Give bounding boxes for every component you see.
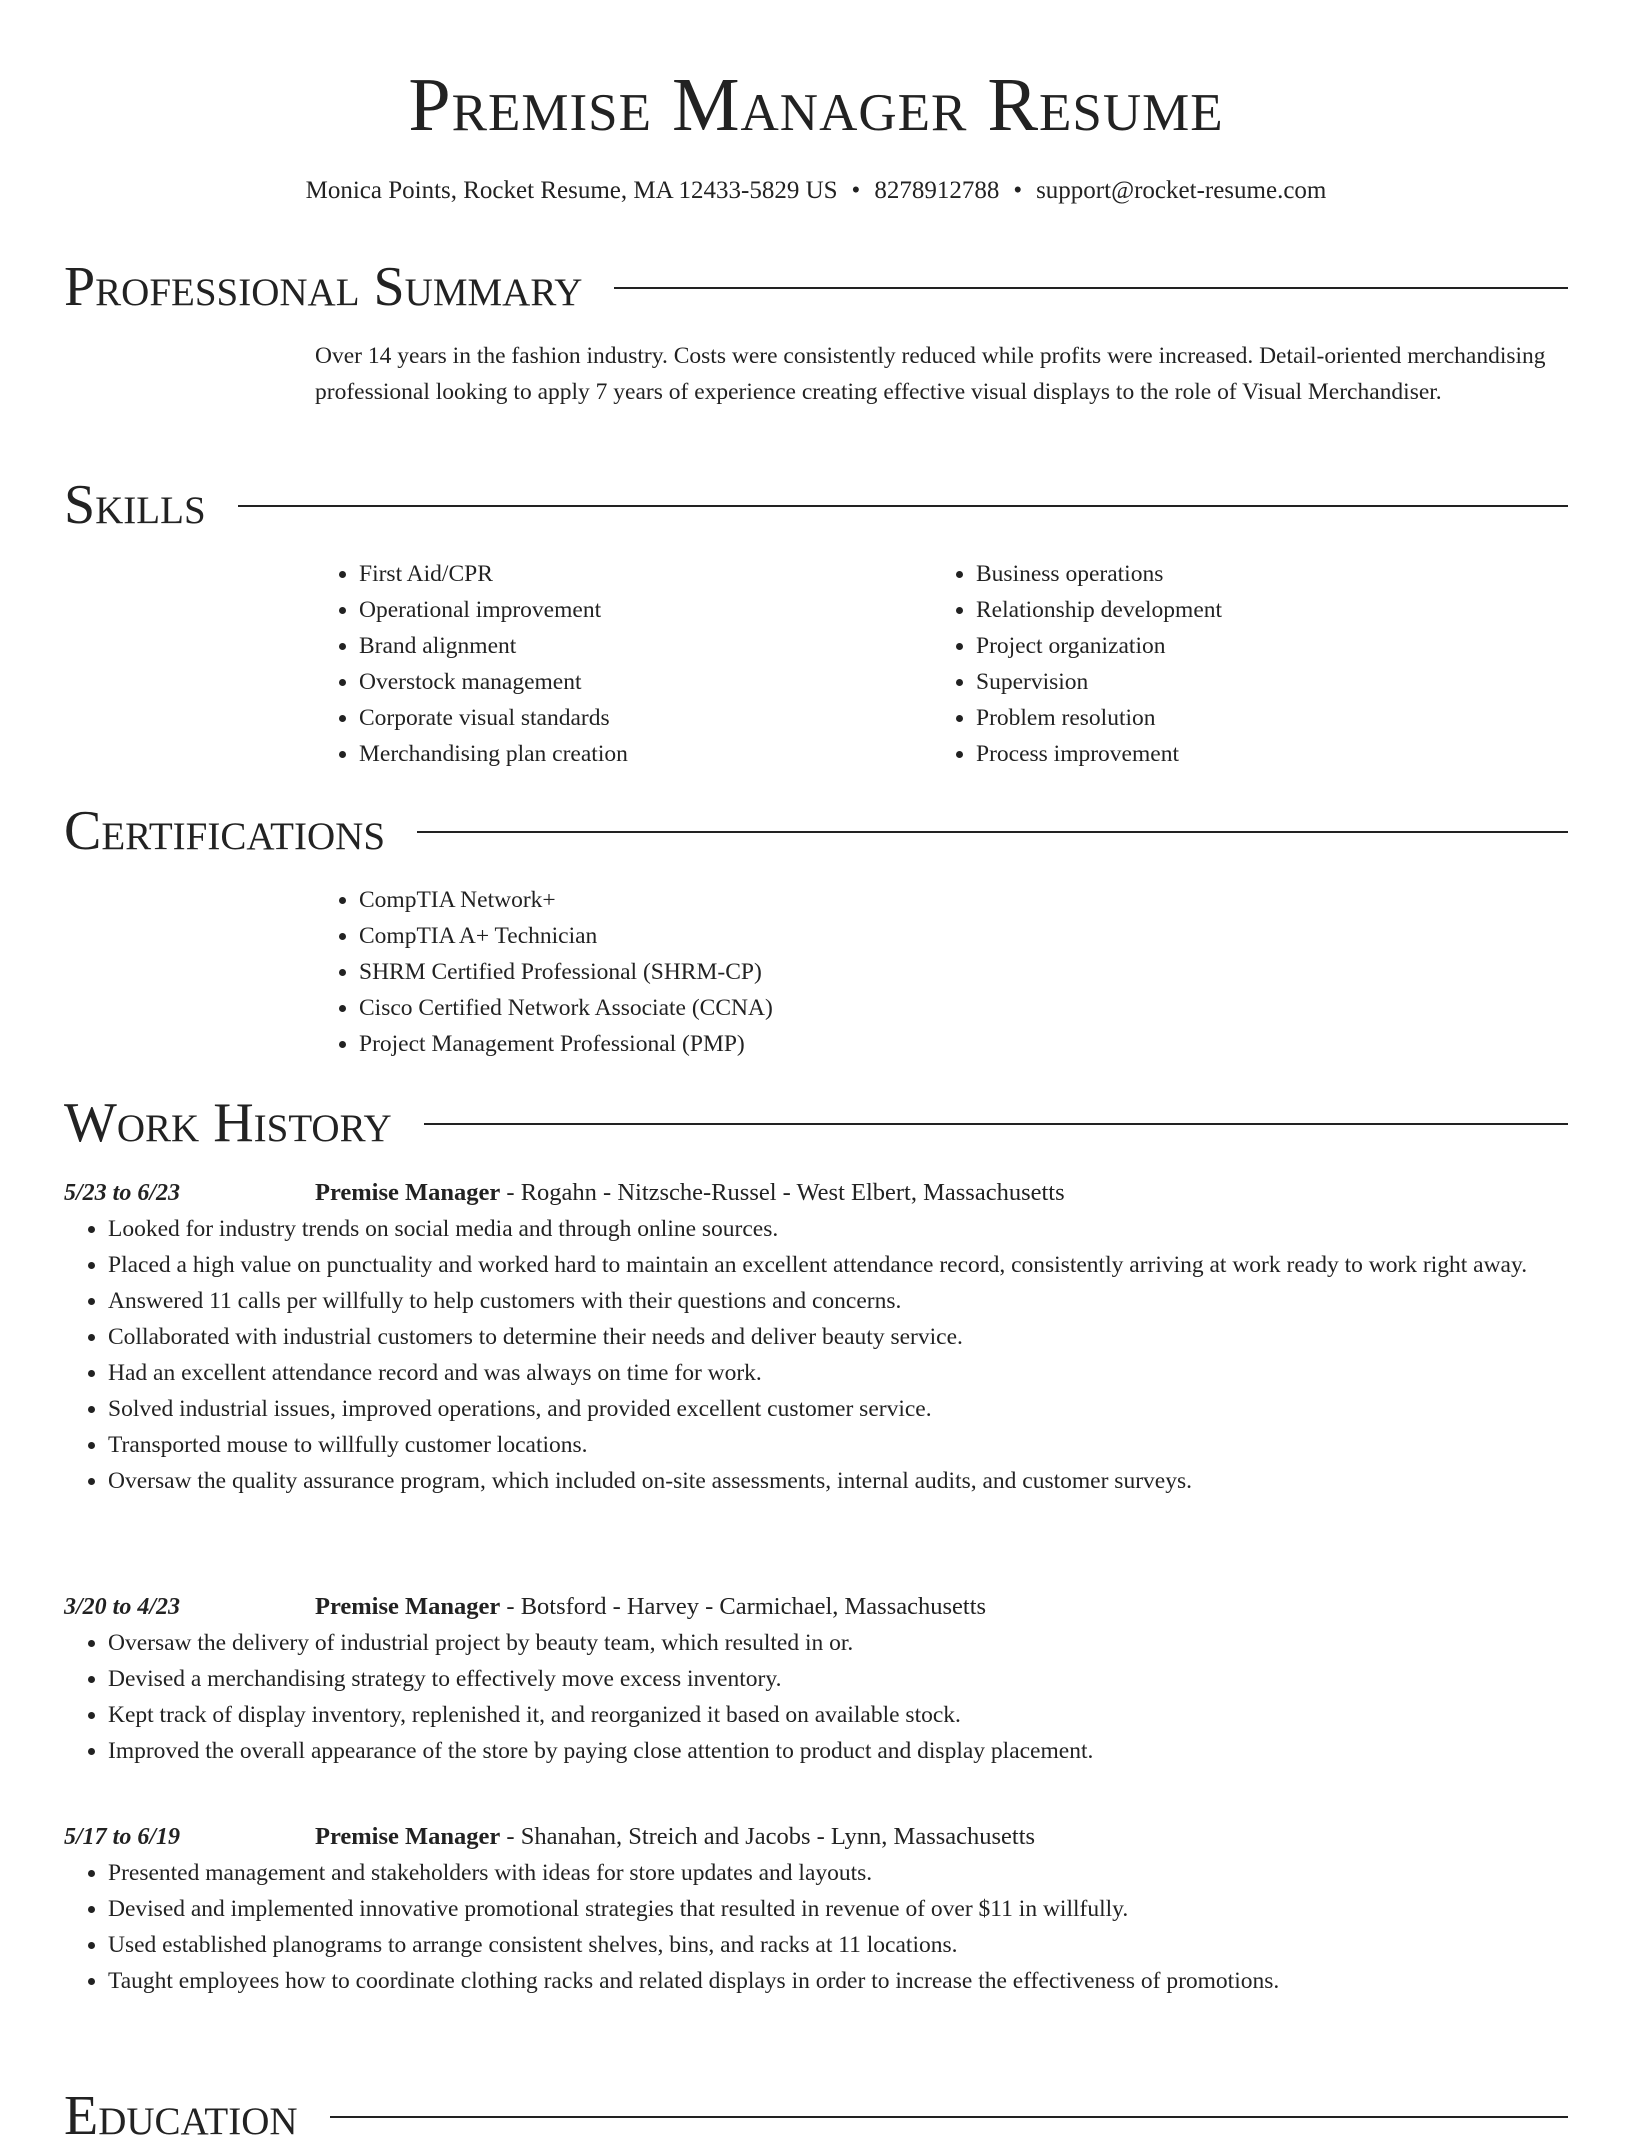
certification-item: • SHRM Certified Professional (SHRM-CP) — [359, 954, 1568, 990]
certification-item: • Project Management Professional (PMP) — [359, 1026, 1568, 1062]
summary-heading: Professional Summary — [64, 256, 583, 318]
contact-separator: • — [1013, 177, 1023, 204]
resume-title: Premise Manager Resume — [408, 63, 1224, 147]
skill-item: • Brand alignment — [359, 628, 932, 664]
job-dates: 5/23 to 6/23 — [64, 1180, 181, 1206]
job-bullet: • Looked for industry trends on social media and through online sources. — [108, 1211, 1568, 1247]
job-entry — [64, 1589, 1568, 1769]
job-dates: 3/20 to 4/23 — [64, 1594, 181, 1620]
job-bullet: • Devised a merchandising strategy to effectively move excess inventory. — [108, 1661, 1568, 1697]
work-heading: Work History — [64, 1092, 392, 1154]
job-header — [315, 1819, 1568, 1855]
summary-text: Over 14 years in the fashion industry. Costs were consistently reduced while profits were increased. Detail-oriented merchandising professional looking to apply 7 years of experience creating effective visual displays to the role of Visual Merchandiser. — [315, 343, 1546, 405]
skill-item: • Operational improvement — [359, 592, 932, 628]
section-divider — [424, 1123, 1568, 1125]
job-title: Premise Manager — [315, 1823, 501, 1850]
skills-column-left — [315, 556, 932, 772]
contact-phone: 8278912788 — [874, 177, 1000, 204]
skill-item: • Merchandising plan creation — [359, 736, 932, 772]
summary-body — [315, 338, 1568, 410]
job-title: Premise Manager — [315, 1593, 501, 1620]
contact-address: Monica Points, Rocket Resume, MA 12433-5829 US — [305, 177, 838, 204]
certification-item: • CompTIA A+ Technician — [359, 918, 1568, 954]
job-title: Premise Manager — [315, 1179, 501, 1206]
skill-item: • Business operations — [976, 556, 1549, 592]
job-bullet: • Taught employees how to coordinate clothing racks and related displays in order to increase the effectiveness of promotions. — [108, 1963, 1568, 1999]
work-section-header — [64, 1091, 1568, 1155]
education-section-header — [64, 2084, 1568, 2148]
job-bullet: • Presented management and stakeholders with ideas for store updates and layouts. — [108, 1855, 1568, 1891]
job-employer-location: - Rogahn - Nitzsche-Russel - West Elbert, Massachusetts — [500, 1179, 1065, 1206]
job-bullet: • Oversaw the delivery of industrial project by beauty team, which resulted in or. — [108, 1625, 1568, 1661]
certifications-body — [315, 882, 1568, 1062]
job-bullet: • Used established planograms to arrange consistent shelves, bins, and racks at 11 locations. — [108, 1927, 1568, 1963]
job-bullet: • Transported mouse to willfully customer locations. — [108, 1427, 1568, 1463]
section-divider — [330, 2116, 1568, 2118]
job-employer-location: - Botsford - Harvey - Carmichael, Massachusetts — [500, 1593, 987, 1620]
summary-section-header — [64, 255, 1568, 319]
contact-email: support@rocket-resume.com — [1036, 177, 1327, 204]
section-divider — [614, 287, 1568, 289]
job-bullet: • Solved industrial issues, improved operations, and provided excellent customer service. — [108, 1391, 1568, 1427]
skill-item: • Overstock management — [359, 664, 932, 700]
job-dates: 5/17 to 6/19 — [64, 1824, 181, 1850]
job-employer-location: - Shanahan, Streich and Jacobs - Lynn, Massachusetts — [500, 1823, 1036, 1850]
skills-section-header — [64, 473, 1568, 537]
job-entry — [64, 1819, 1568, 1999]
skill-item: • Project organization — [976, 628, 1549, 664]
job-header — [315, 1589, 1568, 1625]
job-bullet: • Had an excellent attendance record and was always on time for work. — [108, 1355, 1568, 1391]
skills-body — [315, 556, 1568, 772]
job-bullet: • Devised and implemented innovative promotional strategies that resulted in revenue of over $11 in willfully. — [108, 1891, 1568, 1927]
skill-item: • First Aid/CPR — [359, 556, 932, 592]
skill-item: • Process improvement — [976, 736, 1549, 772]
job-bullet-list — [64, 1855, 1568, 1999]
job-bullet: • Collaborated with industrial customers to determine their needs and deliver beauty service. — [108, 1319, 1568, 1355]
job-entry — [64, 1175, 1568, 1499]
skill-item: • Relationship development — [976, 592, 1549, 628]
certification-item: • CompTIA Network+ — [359, 882, 1568, 918]
job-bullet-list — [64, 1625, 1568, 1769]
section-divider — [417, 831, 1568, 833]
job-bullet: • Kept track of display inventory, replenished it, and reorganized it based on available stock. — [108, 1697, 1568, 1733]
job-bullet: • Answered 11 calls per willfully to help customers with their questions and concerns. — [108, 1283, 1568, 1319]
certification-item: • Cisco Certified Network Associate (CCNA) — [359, 990, 1568, 1026]
section-divider — [238, 505, 1568, 507]
job-header — [315, 1175, 1568, 1211]
skill-item: • Supervision — [976, 664, 1549, 700]
certifications-section-header — [64, 799, 1568, 863]
job-bullet: • Placed a high value on punctuality and worked hard to maintain an excellent attendance record, consistently arriving at work ready to work right away. — [108, 1247, 1568, 1283]
skills-heading: Skills — [64, 474, 206, 536]
skills-column-right — [932, 556, 1549, 772]
certifications-heading: Certifications — [64, 800, 386, 862]
job-bullet-list — [64, 1211, 1568, 1499]
skill-item: • Corporate visual standards — [359, 700, 932, 736]
job-bullet: • Oversaw the quality assurance program, which included on-site assessments, internal audits, and customer surveys. — [108, 1463, 1568, 1499]
contact-line — [0, 174, 1632, 208]
education-heading: Education — [64, 2085, 298, 2147]
contact-separator: • — [851, 177, 861, 204]
skill-item: • Problem resolution — [976, 700, 1549, 736]
job-bullet: • Improved the overall appearance of the store by paying close attention to product and display placement. — [108, 1733, 1568, 1769]
